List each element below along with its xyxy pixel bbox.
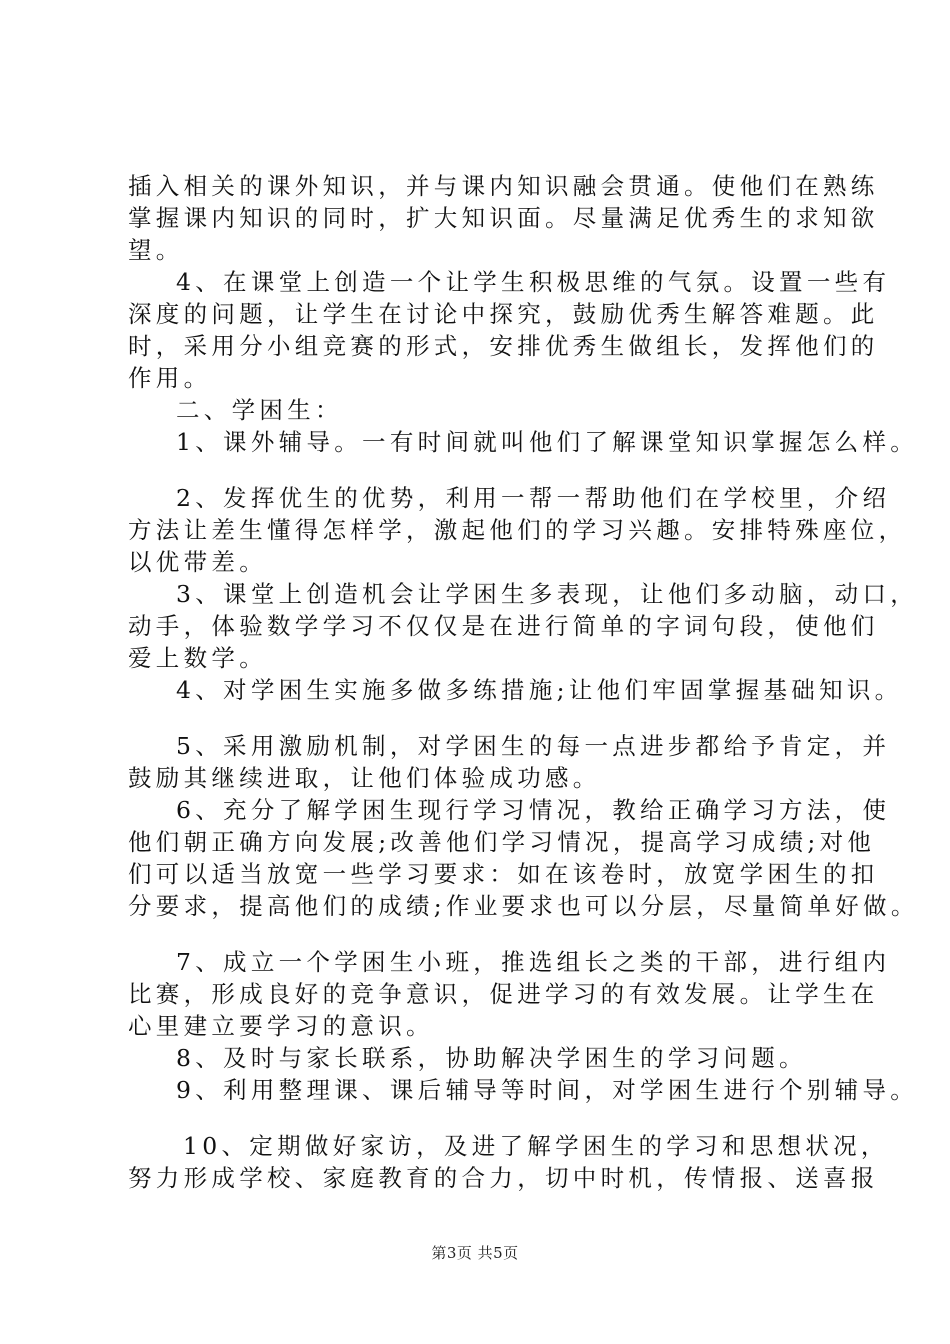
text-line: 7、成立一个学困生小班，推选组长之类的干部，进行组内 xyxy=(176,948,891,976)
page-footer: 第3页 共5页 xyxy=(431,1244,519,1262)
text-line: 2、发挥优生的优势，利用一帮一帮助他们在学校里，介绍 xyxy=(176,484,891,512)
text-line: 作用。 xyxy=(128,364,212,392)
text-line: 努力形成学校、家庭教育的合力，切中时机，传情报、送喜报 xyxy=(128,1164,879,1192)
text-line: 9、利用整理课、课后辅导等时间，对学困生进行个别辅导。 xyxy=(176,1076,919,1104)
text-line: 心里建立要学习的意识。 xyxy=(128,1012,434,1040)
text-line: 动手，体验数学学习不仅仅是在进行简单的字词句段，使他们 xyxy=(128,612,879,640)
text-line: 深度的问题，让学生在讨论中探究，鼓励优秀生解答难题。此 xyxy=(128,300,879,328)
text-line: 10、定期做好家访，及进了解学困生的学习和思想状况， xyxy=(183,1132,889,1160)
text-line: 1、课外辅导。一有时间就叫他们了解课堂知识掌握怎么样。 xyxy=(176,428,919,456)
section-heading: 二、学困生： xyxy=(176,396,343,424)
text-line: 6、充分了解学困生现行学习情况，教给正确学习方法，使 xyxy=(176,796,891,824)
text-line: 他们朝正确方向发展;改善他们学习情况，提高学习成绩;对他 xyxy=(128,828,876,856)
text-line: 们可以适当放宽一些学习要求：如在该卷时，放宽学困生的扣 xyxy=(128,860,879,888)
text-line: 4、在课堂上创造一个让学生积极思维的气氛。设置一些有 xyxy=(176,268,891,296)
text-line: 掌握课内知识的同时，扩大知识面。尽量满足优秀生的求知欲 xyxy=(128,204,879,232)
text-line: 鼓励其继续进取，让他们体验成功感。 xyxy=(128,764,601,792)
text-line: 爱上数学。 xyxy=(128,644,267,672)
text-line: 插入相关的课外知识，并与课内知识融会贯通。使他们在熟练 xyxy=(128,172,879,200)
text-line: 时，采用分小组竞赛的形式，安排优秀生做组长，发挥他们的 xyxy=(128,332,879,360)
text-line: 5、采用激励机制，对学困生的每一点进步都给予肯定，并 xyxy=(176,732,891,760)
text-line: 8、及时与家长联系，协助解决学困生的学习问题。 xyxy=(176,1044,807,1072)
text-line: 3、课堂上创造机会让学困生多表现，让他们多动脑，动口， xyxy=(176,580,919,608)
text-line: 以优带差。 xyxy=(128,548,267,576)
text-line: 方法让差生懂得怎样学，激起他们的学习兴趣。安排特殊座位， xyxy=(128,516,907,544)
text-line: 望。 xyxy=(128,236,184,264)
text-line: 4、对学困生实施多做多练措施;让他们牢固掌握基础知识。 xyxy=(176,676,903,704)
text-line: 比赛，形成良好的竞争意识，促进学习的有效发展。让学生在 xyxy=(128,980,879,1008)
text-line: 分要求，提高他们的成绩;作业要求也可以分层，尽量简单好做。 xyxy=(128,892,919,920)
